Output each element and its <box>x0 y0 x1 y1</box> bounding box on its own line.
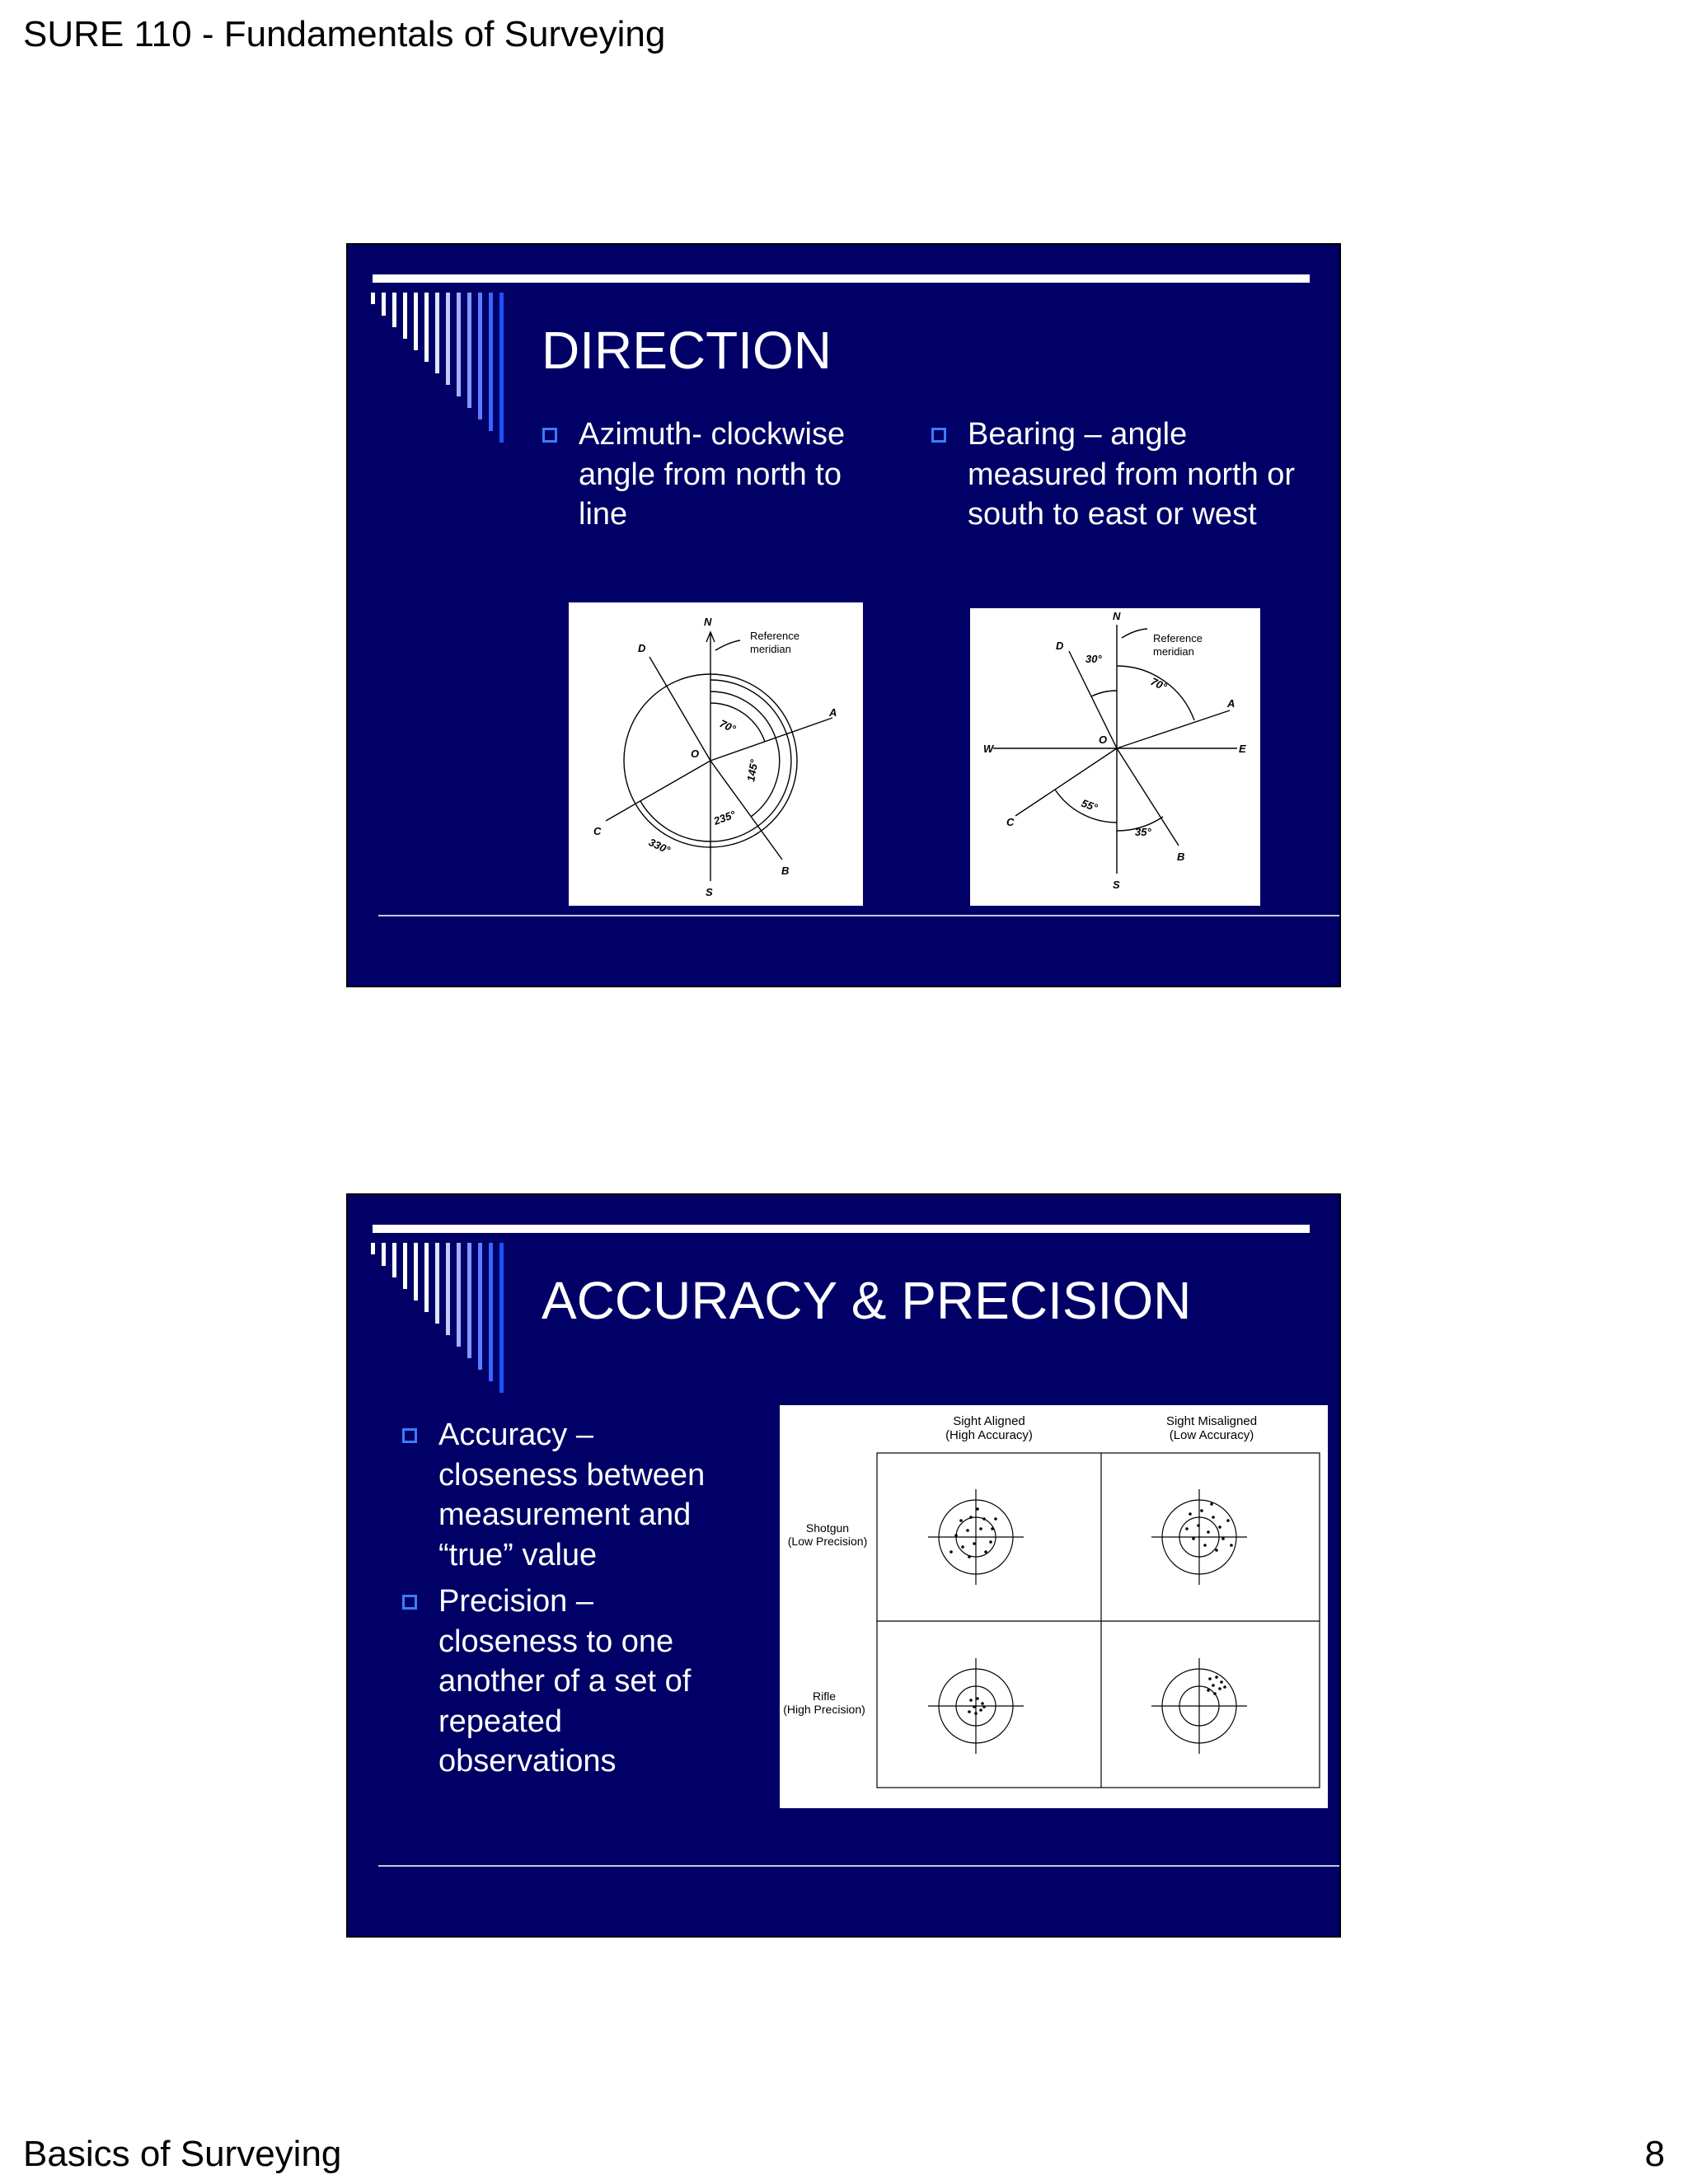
top-rule <box>373 1225 1310 1233</box>
label-55: 55° <box>1079 796 1100 814</box>
label-d: D <box>1056 640 1064 652</box>
slide-title: DIRECTION <box>542 321 832 380</box>
label-n: N <box>1113 610 1121 622</box>
slide-accuracy-precision <box>346 1193 1341 1938</box>
bottom-rule <box>378 915 1340 916</box>
accuracy-precision-figure <box>780 1405 1328 1808</box>
bottom-rule <box>378 1865 1340 1867</box>
label-ref-2: meridian <box>1153 645 1194 658</box>
label-b: B <box>1177 851 1185 863</box>
page-footer-title: Basics of Surveying <box>23 2134 342 2174</box>
label-ref-1: Reference <box>1153 632 1203 644</box>
label-d: D <box>638 642 646 654</box>
label-ref-1: Reference <box>750 630 799 642</box>
bullet-bearing <box>931 415 1302 535</box>
bullet-text: Bearing – angle measured from north or south to east or west <box>968 417 1296 532</box>
row-label-high-precision: (High Precision) <box>783 1703 865 1716</box>
slide-title: ACCURACY & PRECISION <box>542 1271 1192 1330</box>
slide-direction <box>346 243 1341 987</box>
label-a: A <box>829 706 837 719</box>
label-w: W <box>983 743 994 755</box>
bullet-text: Precision – closeness to one another of a set of repeated observations <box>438 1584 692 1779</box>
decorative-bars <box>371 293 536 457</box>
azimuth-figure <box>569 602 863 906</box>
row-label-shotgun: Shotgun <box>805 1521 850 1535</box>
label-70: 70° <box>717 717 738 736</box>
row-label-low-precision: (Low Precision) <box>787 1535 868 1548</box>
bearing-figure <box>970 608 1260 906</box>
bullet-marker-icon <box>542 428 557 443</box>
col-label-low-accuracy: (Low Accuracy) <box>1169 1428 1254 1442</box>
label-c: C <box>593 825 602 837</box>
label-n: N <box>704 616 712 628</box>
row-label-rifle: Rifle <box>812 1690 837 1703</box>
label-330: 330° <box>646 836 673 857</box>
label-35: 35° <box>1135 826 1151 838</box>
decorative-bars <box>371 1243 536 1408</box>
label-b: B <box>781 865 790 877</box>
page-header: SURE 110 - Fundamentals of Surveying <box>23 14 666 54</box>
col-label-misaligned: Sight Misaligned <box>1165 1414 1258 1428</box>
label-s: S <box>706 886 713 898</box>
bullet-precision <box>402 1582 732 1782</box>
col-label-high-accuracy: (High Accuracy) <box>945 1428 1033 1442</box>
bullet-marker-icon <box>402 1595 417 1610</box>
label-145: 145° <box>744 758 761 783</box>
label-o: O <box>691 748 700 760</box>
label-s: S <box>1113 879 1120 891</box>
label-70: 70° <box>1148 675 1169 694</box>
bullet-marker-icon <box>931 428 946 443</box>
bullet-azimuth <box>542 415 889 535</box>
bullet-text: Azimuth- clockwise angle from north to line <box>579 417 846 532</box>
col-label-aligned: Sight Aligned <box>953 1414 1025 1428</box>
bullet-text: Accuracy – closeness between measurement and “true” value <box>438 1418 706 1572</box>
bullet-accuracy <box>402 1415 732 1575</box>
label-a: A <box>1227 697 1236 710</box>
bullet-marker-icon <box>402 1428 417 1443</box>
label-30: 30° <box>1085 653 1102 665</box>
label-c: C <box>1006 816 1015 828</box>
label-o: O <box>1099 733 1108 746</box>
top-rule <box>373 274 1310 283</box>
label-ref-2: meridian <box>750 643 791 655</box>
label-235: 235° <box>711 808 738 827</box>
label-e: E <box>1239 743 1246 755</box>
page-number: 8 <box>1644 2134 1665 2174</box>
